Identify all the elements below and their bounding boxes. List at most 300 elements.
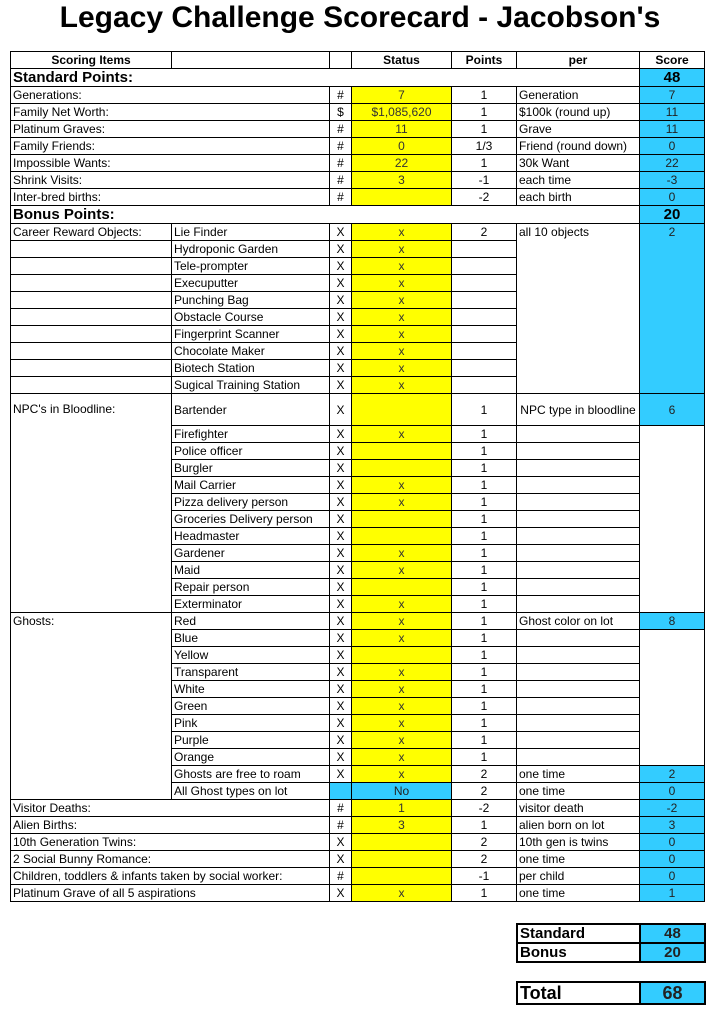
npc-type-name: Mail Carrier [172,477,330,494]
status-cell[interactable]: 3 [352,172,452,189]
per-cell [517,443,640,460]
points-cell: 2 [452,783,517,800]
per-cell [517,596,640,613]
status-cell[interactable]: x [352,258,452,275]
status-cell[interactable] [352,851,452,868]
type-marker: # [330,800,352,817]
score-cell: 2 [640,766,705,783]
npc-type-name: Repair person [172,579,330,596]
type-marker: X [330,579,352,596]
grand-total-label: Total [517,982,640,1004]
points-cell: 2 [452,766,517,783]
type-marker: # [330,868,352,885]
standard-section-row [11,69,705,87]
per-cell: one time [517,783,640,800]
blank-label [11,377,172,394]
points-cell [452,292,517,309]
type-marker: X [330,545,352,562]
standard-row [11,104,705,121]
score-cell [640,579,705,596]
standard-row [11,87,705,104]
header-points: Points [452,52,517,69]
status-cell[interactable]: x [352,377,452,394]
per-cell: one time [517,766,640,783]
item-label: Visitor Deaths: [11,800,330,817]
points-cell [452,343,517,360]
per-cell [517,460,640,477]
item-label: Generations: [11,87,330,104]
bonus-section-score: 20 [640,206,705,224]
status-cell[interactable]: x [352,275,452,292]
item-label: 2 Social Bunny Romance: [11,851,330,868]
status-cell[interactable]: x [352,766,452,783]
score-cell: 22 [640,155,705,172]
header-status: Status [352,52,452,69]
score-cell [640,545,705,562]
status-cell[interactable]: 3 [352,817,452,834]
points-cell: 1 [452,817,517,834]
type-marker: X [330,715,352,732]
per-cell [517,426,640,443]
career-object-name: Obstacle Course [172,309,330,326]
points-cell: 1 [452,681,517,698]
status-cell[interactable]: x [352,698,452,715]
career-object-name: Sugical Training Station [172,377,330,394]
blank-label [11,275,172,292]
status-cell[interactable]: x [352,664,452,681]
points-cell: -2 [452,800,517,817]
standard-row [11,121,705,138]
item-label: 10th Generation Twins: [11,834,330,851]
score-cell [640,477,705,494]
type-marker: X [330,275,352,292]
per-cell [517,664,640,681]
type-marker: X [330,647,352,664]
status-cell[interactable]: x [352,681,452,698]
item-label: Inter-bred births: [11,189,330,206]
header-items: Scoring Items [11,52,172,69]
bonus-other-row [11,885,705,902]
type-marker: X [330,241,352,258]
npc-item-row [11,394,705,426]
type-marker: X [330,477,352,494]
header-row [11,52,705,69]
per-cell [517,630,640,647]
per-cell: alien born on lot [517,817,640,834]
score-cell [640,647,705,664]
status-cell[interactable]: x [352,224,452,241]
status-cell[interactable]: x [352,326,452,343]
points-cell: 1 [452,443,517,460]
status-cell[interactable]: x [352,309,452,326]
per-cell: one time [517,851,640,868]
type-marker: X [330,834,352,851]
points-cell: 1 [452,596,517,613]
standard-section-label: Standard Points: [11,69,640,87]
points-cell [452,258,517,275]
type-marker: X [330,528,352,545]
points-cell: 1/3 [452,138,517,155]
bonus-total-row [517,943,705,962]
status-cell[interactable]: x [352,732,452,749]
header-type-blank [330,52,352,69]
status-cell[interactable]: 0 [352,138,452,155]
blank-label [11,343,172,360]
status-cell[interactable]: x [352,343,452,360]
npc-type-name: Gardener [172,545,330,562]
subtotals-table [516,923,706,963]
points-cell: 1 [452,494,517,511]
ghost-color-name: Red [172,613,330,630]
npc-type-name: Maid [172,562,330,579]
points-cell: 1 [452,460,517,477]
career-object-name: Punching Bag [172,292,330,309]
bonus-other-row [11,851,705,868]
status-cell[interactable]: x [352,885,452,902]
type-marker: X [330,494,352,511]
points-cell: -1 [452,172,517,189]
status-cell[interactable] [352,460,452,477]
type-marker [330,783,352,800]
header-per: per [517,52,640,69]
score-cell [640,715,705,732]
type-marker: X [330,426,352,443]
status-cell[interactable] [352,443,452,460]
type-marker: # [330,189,352,206]
bonus-total-value: 20 [640,943,705,962]
points-cell: 1 [452,698,517,715]
type-marker: # [330,121,352,138]
points-cell: 1 [452,528,517,545]
points-cell [452,275,517,292]
points-cell: 1 [452,87,517,104]
status-cell[interactable]: x [352,241,452,258]
career-object-name: Hydroponic Garden [172,241,330,258]
score-cell: 6 [640,394,705,426]
standard-row [11,189,705,206]
points-cell: 1 [452,155,517,172]
ghost-color-name: Orange [172,749,330,766]
ghosts-label: Ghosts: [11,613,172,800]
type-marker: X [330,613,352,630]
item-label: Children, toddlers & infants taken by social worker: [11,868,330,885]
per-cell [517,732,640,749]
points-cell: 1 [452,715,517,732]
per-cell [517,494,640,511]
header-score: Score [640,52,705,69]
career-object-name: Execuputter [172,275,330,292]
points-cell: 1 [452,647,517,664]
per-cell: visitor death [517,800,640,817]
standard-total-row [517,924,705,943]
type-marker: $ [330,104,352,121]
points-cell [452,241,517,258]
status-cell[interactable]: x [352,360,452,377]
item-label: Family Friends: [11,138,330,155]
points-cell: 1 [452,664,517,681]
status-cell[interactable]: 11 [352,121,452,138]
blank-label [11,241,172,258]
career-object-name: Fingerprint Scanner [172,326,330,343]
type-marker: X [330,749,352,766]
points-cell: 1 [452,562,517,579]
score-cell: 1 [640,885,705,902]
standard-row [11,172,705,189]
standard-row [11,138,705,155]
npc-type-name: Police officer [172,443,330,460]
career-object-name: Lie Finder [172,224,330,241]
type-marker: # [330,87,352,104]
page-title: Legacy Challenge Scorecard - Jacobson's [59,1,661,34]
ghost-color-name: Transparent [172,664,330,681]
per-cell: each birth [517,189,640,206]
type-marker: X [330,377,352,394]
career-object-name: Biotech Station [172,360,330,377]
points-cell: 1 [452,579,517,596]
points-cell: 1 [452,545,517,562]
status-cell[interactable]: x [352,562,452,579]
points-cell: 2 [452,851,517,868]
npc-type-name: Exterminator [172,596,330,613]
type-marker: X [330,698,352,715]
status-cell[interactable] [352,868,452,885]
ghost-color-name: Green [172,698,330,715]
per-cell [517,477,640,494]
grand-total-value: 68 [640,982,705,1004]
per-cell: all 10 objects [517,224,640,394]
score-cell [640,749,705,766]
per-cell: Grave [517,121,640,138]
bonus-section-row [11,206,705,224]
standard-row [11,155,705,172]
type-marker: X [330,460,352,477]
type-marker: # [330,155,352,172]
type-marker: X [330,766,352,783]
score-cell [640,460,705,477]
per-cell: 30k Want [517,155,640,172]
type-marker: X [330,732,352,749]
type-marker: X [330,562,352,579]
points-cell [452,309,517,326]
career-label: Career Reward Objects: [11,224,172,241]
npc-type-name: Pizza delivery person [172,494,330,511]
standard-total-value: 48 [640,924,705,943]
status-cell[interactable]: 22 [352,155,452,172]
per-cell: NPC type in bloodline [517,394,640,426]
type-marker: X [330,224,352,241]
type-marker: X [330,258,352,275]
type-marker: X [330,851,352,868]
bonus-section-label: Bonus Points: [11,206,640,224]
type-marker: # [330,138,352,155]
per-cell: each time [517,172,640,189]
status-cell[interactable]: No [352,783,452,800]
status-cell[interactable]: x [352,715,452,732]
per-cell [517,749,640,766]
points-cell: -1 [452,868,517,885]
points-cell: 1 [452,511,517,528]
type-marker: X [330,394,352,426]
npc-type-name: Firefighter [172,426,330,443]
score-cell: 0 [640,834,705,851]
type-marker: X [330,511,352,528]
bonus-other-row [11,868,705,885]
item-label: Family Net Worth: [11,104,330,121]
item-label: Alien Births: [11,817,330,834]
points-cell: 1 [452,394,517,426]
blank-label [11,360,172,377]
points-cell: 1 [452,630,517,647]
status-cell[interactable]: 1 [352,800,452,817]
per-cell: per child [517,868,640,885]
score-cell: 0 [640,189,705,206]
status-cell[interactable]: x [352,292,452,309]
score-cell: 2 [640,224,705,394]
points-cell: 1 [452,104,517,121]
per-cell: Ghost color on lot [517,613,640,630]
per-cell [517,528,640,545]
per-cell: Friend (round down) [517,138,640,155]
header-blank [172,52,330,69]
career-item-row [11,224,705,241]
score-cell [640,562,705,579]
score-cell [640,698,705,715]
score-cell [640,630,705,647]
status-cell[interactable] [352,834,452,851]
score-cell: 11 [640,104,705,121]
grand-total-row [517,982,705,1004]
status-cell[interactable]: x [352,494,452,511]
career-object-name: Tele-prompter [172,258,330,275]
status-cell[interactable] [352,579,452,596]
item-label: Shrink Visits: [11,172,330,189]
score-cell [640,596,705,613]
standard-total-label: Standard [517,924,640,943]
type-marker: # [330,817,352,834]
points-cell: 1 [452,749,517,766]
status-cell[interactable]: x [352,613,452,630]
score-cell: -3 [640,172,705,189]
status-cell[interactable] [352,189,452,206]
standard-section-score: 48 [640,69,705,87]
ghost-color-name: Yellow [172,647,330,664]
score-cell: 0 [640,138,705,155]
score-cell: -2 [640,800,705,817]
blank-label [11,258,172,275]
grand-total-table [516,981,706,1005]
score-cell [640,528,705,545]
per-cell [517,681,640,698]
bonus-other-row [11,817,705,834]
points-cell: -2 [452,189,517,206]
type-marker: X [330,681,352,698]
ghost-color-name: White [172,681,330,698]
points-cell: 1 [452,885,517,902]
status-cell[interactable] [352,511,452,528]
bonus-other-row [11,834,705,851]
type-marker: X [330,443,352,460]
status-cell[interactable] [352,394,452,426]
per-cell [517,647,640,664]
points-cell: 1 [452,613,517,630]
ghost-color-name: Blue [172,630,330,647]
ghost-item-row [11,613,705,630]
ghost-alltypes-name: All Ghost types on lot [172,783,330,800]
points-cell [452,377,517,394]
per-cell [517,562,640,579]
bonus-other-row [11,800,705,817]
per-cell: $100k (round up) [517,104,640,121]
ghost-color-name: Pink [172,715,330,732]
item-label: Platinum Grave of all 5 aspirations [11,885,330,902]
status-cell[interactable]: x [352,477,452,494]
score-cell: 7 [640,87,705,104]
status-cell[interactable] [352,647,452,664]
per-cell [517,579,640,596]
per-cell: one time [517,885,640,902]
ghost-color-name: Purple [172,732,330,749]
status-cell[interactable]: x [352,596,452,613]
item-label: Impossible Wants: [11,155,330,172]
score-cell [640,426,705,443]
score-cell: 0 [640,851,705,868]
score-cell: 3 [640,817,705,834]
status-cell[interactable]: x [352,749,452,766]
npc-label: NPC's in Bloodline: [11,394,172,613]
npc-type-name: Groceries Delivery person [172,511,330,528]
ghost-roam-name: Ghosts are free to roam [172,766,330,783]
type-marker: X [330,343,352,360]
per-cell: 10th gen is twins [517,834,640,851]
points-cell [452,326,517,343]
status-cell[interactable] [352,528,452,545]
per-cell [517,715,640,732]
per-cell: Generation [517,87,640,104]
status-cell[interactable]: x [352,545,452,562]
score-cell: 11 [640,121,705,138]
score-cell [640,681,705,698]
npc-type-name: Bartender [172,394,330,426]
blank-label [11,326,172,343]
type-marker: X [330,630,352,647]
score-cell: 0 [640,783,705,800]
points-cell [452,360,517,377]
status-cell[interactable]: x [352,630,452,647]
score-cell [640,732,705,749]
status-cell[interactable]: x [352,426,452,443]
status-cell[interactable]: $1,085,620 [352,104,452,121]
type-marker: X [330,664,352,681]
blank-label [11,292,172,309]
per-cell [517,698,640,715]
npc-type-name: Headmaster [172,528,330,545]
status-cell[interactable]: 7 [352,87,452,104]
points-cell: 2 [452,224,517,241]
bonus-total-label: Bonus [517,943,640,962]
score-cell [640,664,705,681]
type-marker: X [330,596,352,613]
points-cell: 1 [452,477,517,494]
per-cell [517,511,640,528]
type-marker: X [330,360,352,377]
score-cell [640,494,705,511]
points-cell: 1 [452,121,517,138]
score-cell: 0 [640,868,705,885]
points-cell: 1 [452,732,517,749]
type-marker: X [330,309,352,326]
scorecard-table [10,51,705,902]
per-cell [517,545,640,562]
